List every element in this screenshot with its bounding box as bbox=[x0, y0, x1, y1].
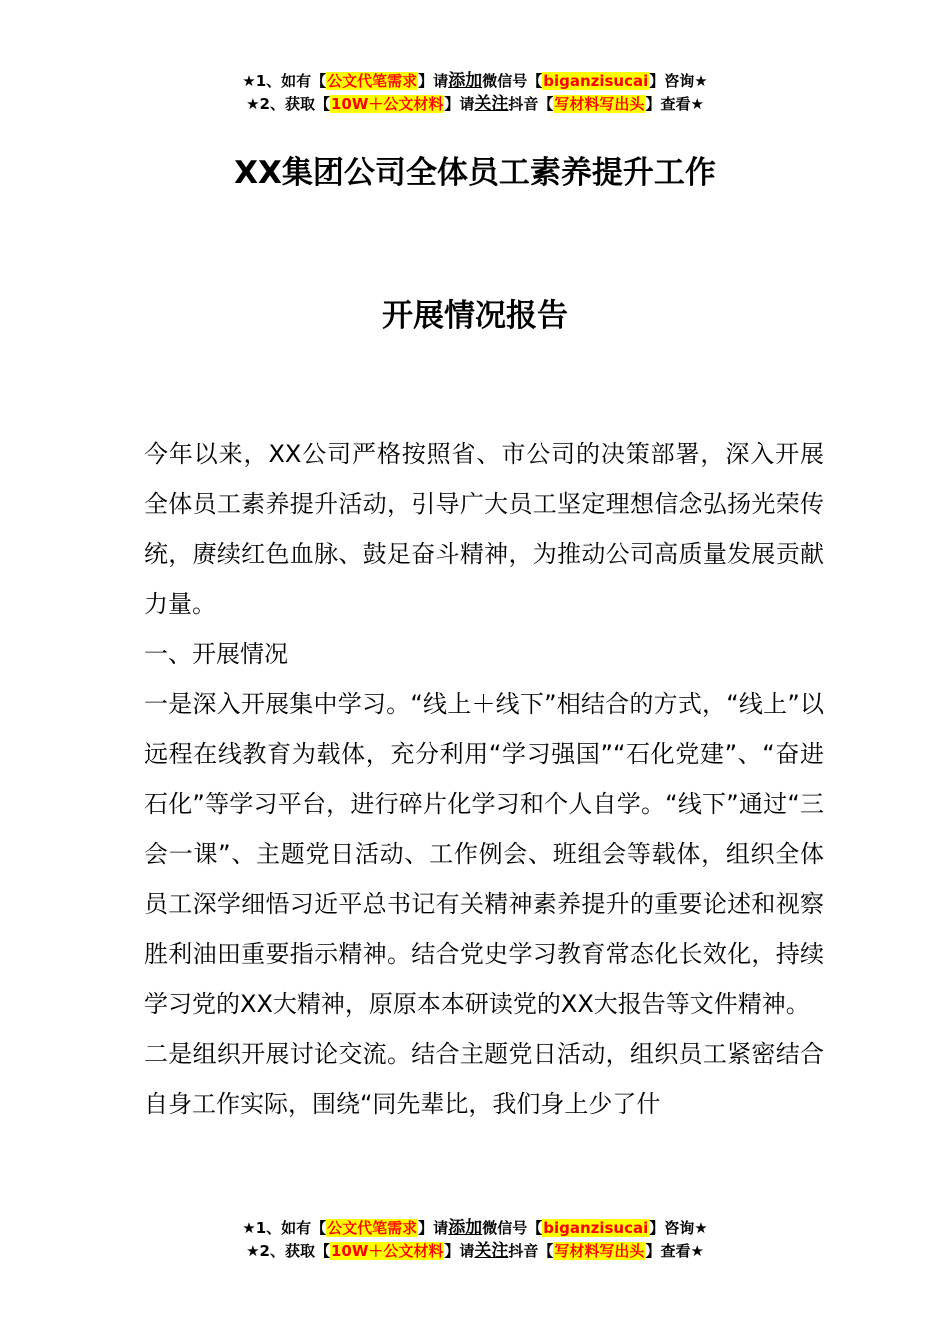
star-icon: ★ bbox=[690, 95, 704, 113]
underlined-follow: 关注 bbox=[474, 94, 509, 114]
banner-line-2: ★2、获取【10W＋公文材料】请关注抖音【写材料写出头】查看★ bbox=[246, 94, 704, 114]
star-icon: ★ bbox=[694, 1219, 708, 1237]
document-title-line-1: XX集团公司全体员工素养提升工作 bbox=[234, 155, 716, 191]
highlight-douyin: 写材料写出头 bbox=[554, 95, 645, 113]
underlined-add: 添加 bbox=[448, 1218, 483, 1238]
document-body bbox=[144, 429, 824, 1129]
highlight-service: 公文代笔需求 bbox=[327, 1219, 418, 1237]
highlight-materials: 10W＋公文材料 bbox=[330, 95, 444, 113]
highlight-wechat-id: biganzisucai bbox=[543, 72, 649, 90]
paragraph-discussion: 二是组织开展讨论交流。结合主题党日活动，组织员工紧密结合自身工作实际，围绕“同先辈比，我们身上少了什 bbox=[144, 1040, 824, 1118]
highlight-wechat-id: biganzisucai bbox=[543, 1219, 649, 1237]
underlined-add: 添加 bbox=[448, 71, 483, 91]
paragraph-study: 一是深入开展集中学习。“线上＋线下”相结合的方式，“线上”以远程在线教育为载体，充分利用“学习强国”“石化党建”、“奋进石化”等学习平台，进行碎片化学习和个人自学。“线下”通过“三会一课”、主题党日活动、工作例会、班组会等载体，组织全体员工深学细悟习近平总书记有关精神素养提升的重要论述和视察胜利油田重要指示精神。结合党史学习教育常态化长效化，持续学习党的XX大精神，原原本本研读党的XX大报告等文件精神。 bbox=[144, 690, 824, 1018]
section-heading: 一、开展情况 bbox=[144, 640, 288, 668]
top-banner bbox=[0, 70, 950, 116]
star-icon: ★ bbox=[246, 1242, 260, 1260]
bottom-banner bbox=[0, 1217, 950, 1263]
star-icon: ★ bbox=[242, 72, 256, 90]
highlight-douyin: 写材料写出头 bbox=[554, 1242, 645, 1260]
star-icon: ★ bbox=[694, 72, 708, 90]
star-icon: ★ bbox=[242, 1219, 256, 1237]
highlight-service: 公文代笔需求 bbox=[327, 72, 418, 90]
banner-line-1: ★1、如有【公文代笔需求】请添加微信号【biganzisucai】咨询★ bbox=[242, 71, 708, 91]
underlined-follow: 关注 bbox=[474, 1241, 509, 1261]
banner-line-1: ★1、如有【公文代笔需求】请添加微信号【biganzisucai】咨询★ bbox=[242, 1218, 708, 1238]
document-title-line-2: 开展情况报告 bbox=[382, 298, 568, 334]
intro-paragraph: 今年以来，XX公司严格按照省、市公司的决策部署，深入开展全体员工素养提升活动，引导广大员工坚定理想信念弘扬光荣传统，赓续红色血脉、鼓足奋斗精神，为推动公司高质量发展贡献力量。 bbox=[144, 440, 824, 618]
star-icon: ★ bbox=[246, 95, 260, 113]
banner-line-2: ★2、获取【10W＋公文材料】请关注抖音【写材料写出头】查看★ bbox=[246, 1241, 704, 1261]
star-icon: ★ bbox=[690, 1242, 704, 1260]
highlight-materials: 10W＋公文材料 bbox=[330, 1242, 444, 1260]
